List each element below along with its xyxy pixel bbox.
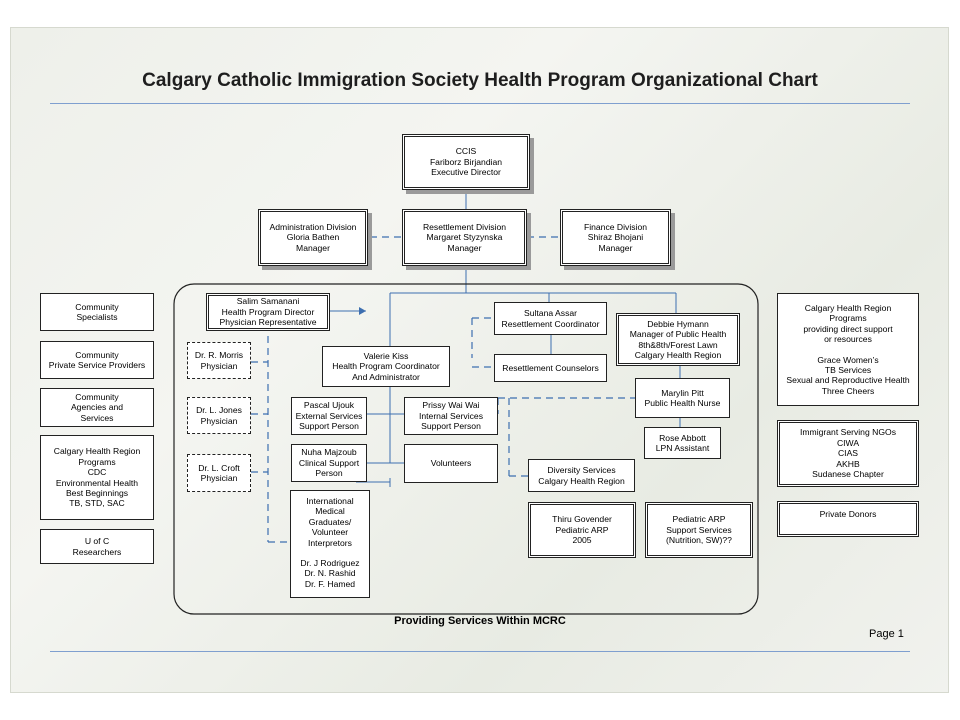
box-sultana: Sultana Assar Resettlement Coordinator	[494, 302, 607, 335]
box-morris: Dr. R. Morris Physician	[187, 342, 251, 379]
footer-divider	[50, 651, 910, 652]
box-ccis	[402, 134, 530, 190]
box-uofc: U of C Researchers	[40, 529, 154, 564]
box-immigrant-ngos: Immigrant Serving NGOs CIWA CIAS AKHB Sudanese Chapter	[777, 420, 919, 487]
box-salim: Salim Samanani Health Program Director Physician Representative	[206, 293, 330, 331]
box-debbie: Debbie Hymann Manager of Public Health 8th&8th/Forest Lawn Calgary Health Region	[616, 313, 740, 366]
box-thiru: Thiru Govender Pediatric ARP 2005	[528, 502, 636, 558]
box-pediatric-arp: Pediatric ARP Support Services (Nutrition, SW)??	[645, 502, 753, 558]
box-marylin: Marylin Pitt Public Health Nurse	[635, 378, 730, 418]
page-number: Page 1	[869, 628, 904, 640]
page-title: Calgary Catholic Immigration Society Health Program Organizational Chart	[142, 70, 818, 91]
box-admin-division: Administration Division Gloria Bathen Manager	[258, 209, 368, 266]
arrowhead-icon	[359, 307, 366, 315]
box-resettlement-counselors: Resettlement Counselors	[494, 354, 607, 382]
box-community-agencies: Community Agencies and Services	[40, 388, 154, 427]
box-valerie: Valerie Kiss Health Program Coordinator And Administrator	[322, 346, 450, 387]
box-rose: Rose Abbott LPN Assistant	[644, 427, 721, 459]
box-diversity: Diversity Services Calgary Health Region	[528, 459, 635, 492]
box-private-donors: Private Donors	[777, 501, 919, 537]
box-finance-division: Finance Division Shiraz Bhojani Manager	[560, 209, 671, 266]
ccis-role: Executive Director	[431, 167, 501, 178]
ccis-title: CCIS	[455, 146, 477, 157]
box-volunteers: Volunteers	[404, 444, 498, 483]
box-international: International Medical Graduates/ Volunteer Interpretors Dr. J Rodriguez Dr. N. Rashid Dr. F. Hamed	[290, 490, 370, 598]
ccis-name: Fariborz Birjandian	[429, 156, 503, 167]
box-pascal: Pascal Ujouk External Services Support Person	[291, 397, 367, 435]
box-croft: Dr. L. Croft Physician	[187, 454, 251, 492]
box-chr-programs-right: Calgary Health Region Programs providing direct support or resources Grace Women’s TB Services Sexual and Reproductive Health Three Cheers	[777, 293, 919, 406]
box-chr-programs-left: Calgary Health Region Programs CDC Environmental Health Best Beginnings TB, STD, SAC	[40, 435, 154, 520]
box-resettlement-division: Resettlement Division Margaret Styzynska Manager	[402, 209, 527, 266]
box-community-private: Community Private Service Providers	[40, 341, 154, 379]
mcrc-boundary-label: Providing Services Within MCRC	[394, 615, 566, 627]
box-jones: Dr. L. Jones Physician	[187, 397, 251, 434]
box-nuha: Nuha Majzoub Clinical Support Person	[291, 444, 367, 482]
box-prissy: Prissy Wai Wai Internal Services Support Person	[404, 397, 498, 435]
box-community-specialists: Community Specialists	[40, 293, 154, 331]
